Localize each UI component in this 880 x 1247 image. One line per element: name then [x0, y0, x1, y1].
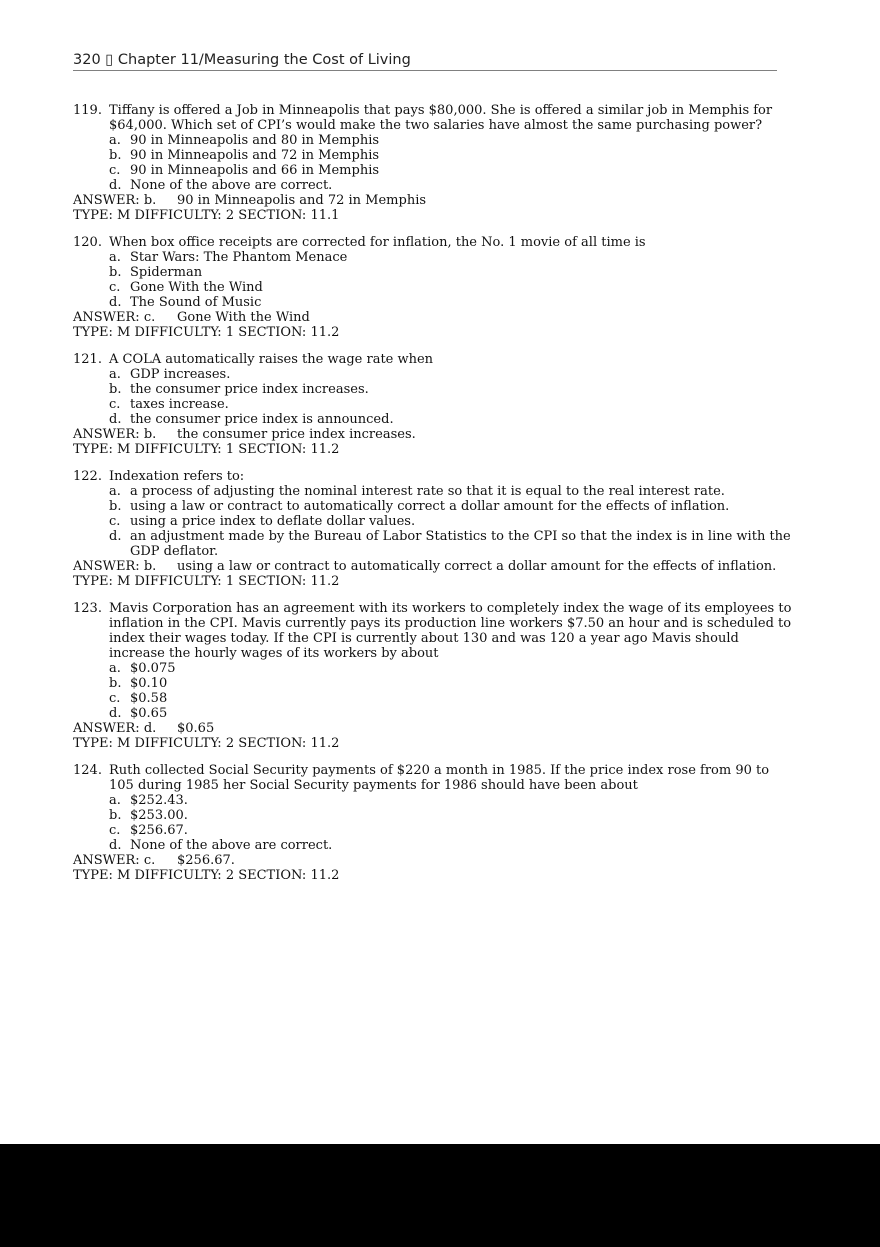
question-stem: A COLA automatically raises the wage rate when [109, 352, 434, 367]
option-letter: d. [109, 706, 122, 721]
question-meta: TYPE: M DIFFICULTY: 2 SECTION: 11.1 [73, 208, 340, 223]
option-b [73, 808, 793, 823]
option-letter: a. [109, 793, 121, 808]
option-a [73, 367, 793, 382]
option-c [73, 823, 793, 838]
question-meta: TYPE: M DIFFICULTY: 1 SECTION: 11.2 [73, 442, 340, 457]
answer-text: using a law or contract to automatically correct a dollar amount for the effects of inflation. [177, 559, 777, 574]
question-list [73, 103, 793, 895]
answer-line [73, 559, 793, 574]
option-text: $252.43. [130, 793, 188, 808]
option-letter: a. [109, 133, 121, 148]
option-d [73, 706, 793, 721]
option-b [73, 499, 793, 514]
option-d [73, 529, 793, 559]
option-text: $0.10 [130, 676, 168, 691]
answer-label: ANSWER: c. [73, 853, 156, 868]
question-number: 124. [73, 763, 102, 778]
answer-text: the consumer price index increases. [177, 427, 416, 442]
page-header [73, 50, 777, 71]
question-stem: Tiffany is offered a Job in Minneapolis that pays $80,000. She is offered a similar job in Memphis for $64,000. Which set of CPI’s would make the two salaries have almost the same purchasing power? [109, 103, 773, 133]
answer-label: ANSWER: c. [73, 310, 156, 325]
option-text: Spiderman [130, 265, 203, 280]
question-stem: Ruth collected Social Security payments of $220 a month in 1985. If the price index rose from 90 to 105 during 1985 her Social Security payments for 1986 should have been about [109, 763, 770, 793]
option-letter: a. [109, 661, 121, 676]
question-stem: Mavis Corporation has an agreement with its workers to completely index the wage of its employees to inflation in the CPI. Mavis currently pays its production line workers $7.50 an hour and is scheduled to index their wages today. If the CPI is currently about 130 and was 120 a year ago Mavis should increase the hourly wages of its workers by about [109, 601, 792, 661]
answer-text: $256.67. [177, 853, 235, 868]
option-letter: c. [109, 280, 121, 295]
option-text: 90 in Minneapolis and 66 in Memphis [130, 163, 380, 178]
option-a [73, 250, 793, 265]
option-text: using a law or contract to automatically correct a dollar amount for the effects of inflation. [130, 499, 730, 514]
option-c [73, 163, 793, 178]
option-text: $0.075 [130, 661, 176, 676]
option-letter: d. [109, 295, 122, 310]
option-text: the consumer price index is announced. [130, 412, 394, 427]
answer-label: ANSWER: b. [73, 427, 157, 442]
answer-label: ANSWER: b. [73, 559, 157, 574]
question-number: 121. [73, 352, 102, 367]
option-a [73, 133, 793, 148]
option-a [73, 484, 793, 499]
option-d [73, 838, 793, 853]
option-text: an adjustment made by the Bureau of Labor Statistics to the CPI so that the index is in line with the GDP deflator. [130, 529, 791, 559]
option-b [73, 265, 793, 280]
question-124 [73, 763, 793, 883]
option-text: the consumer price index increases. [130, 382, 369, 397]
option-text: $256.67. [130, 823, 188, 838]
option-d [73, 295, 793, 310]
question-121 [73, 352, 793, 457]
option-text: Star Wars: The Phantom Menace [130, 250, 348, 265]
option-text: $253.00. [130, 808, 188, 823]
question-number: 122. [73, 469, 102, 484]
question-number: 120. [73, 235, 102, 250]
option-c [73, 514, 793, 529]
separator-icon: ▯ [105, 52, 114, 68]
option-letter: d. [109, 838, 122, 853]
option-text: The Sound of Music [130, 295, 262, 310]
option-d [73, 412, 793, 427]
option-text: using a price index to deflate dollar values. [130, 514, 416, 529]
option-text: 90 in Minneapolis and 80 in Memphis [130, 133, 380, 148]
option-c [73, 280, 793, 295]
answer-label: ANSWER: b. [73, 193, 157, 208]
option-letter: c. [109, 823, 121, 838]
question-meta: TYPE: M DIFFICULTY: 1 SECTION: 11.2 [73, 325, 340, 340]
black-bar [0, 1144, 880, 1247]
answer-label: ANSWER: d. [73, 721, 157, 736]
option-c [73, 691, 793, 706]
option-text: taxes increase. [130, 397, 229, 412]
option-text: $0.58 [130, 691, 168, 706]
option-c [73, 397, 793, 412]
question-meta: TYPE: M DIFFICULTY: 2 SECTION: 11.2 [73, 736, 340, 751]
option-b [73, 382, 793, 397]
question-123 [73, 601, 793, 751]
option-a [73, 793, 793, 808]
option-letter: c. [109, 691, 121, 706]
chapter-title: Chapter 11/Measuring the Cost of Living [117, 52, 411, 68]
option-b [73, 676, 793, 691]
option-letter: b. [109, 676, 122, 691]
option-letter: b. [109, 808, 122, 823]
option-letter: b. [109, 499, 122, 514]
option-letter: a. [109, 367, 121, 382]
answer-line [73, 721, 793, 736]
option-letter: b. [109, 265, 122, 280]
option-d [73, 178, 793, 193]
option-letter: d. [109, 178, 122, 193]
option-letter: d. [109, 529, 122, 544]
answer-text: $0.65 [177, 721, 215, 736]
option-text: $0.65 [130, 706, 168, 721]
option-b [73, 148, 793, 163]
question-119 [73, 103, 793, 223]
option-text: GDP increases. [130, 367, 231, 382]
question-meta: TYPE: M DIFFICULTY: 2 SECTION: 11.2 [73, 868, 340, 883]
option-text: Gone With the Wind [130, 280, 263, 295]
option-letter: d. [109, 412, 122, 427]
answer-line [73, 853, 793, 868]
option-text: None of the above are correct. [130, 838, 333, 853]
option-letter: b. [109, 382, 122, 397]
question-number: 119. [73, 103, 102, 118]
question-120 [73, 235, 793, 340]
option-letter: c. [109, 397, 121, 412]
question-stem: Indexation refers to: [109, 469, 245, 484]
option-text: None of the above are correct. [130, 178, 333, 193]
option-text: a process of adjusting the nominal interest rate so that it is equal to the real interest rate. [130, 484, 725, 499]
option-a [73, 661, 793, 676]
answer-line [73, 427, 793, 442]
page-number: 320 [73, 52, 101, 68]
option-letter: c. [109, 163, 121, 178]
option-letter: c. [109, 514, 121, 529]
answer-text: 90 in Minneapolis and 72 in Memphis [177, 193, 427, 208]
question-122 [73, 469, 793, 589]
answer-line [73, 193, 793, 208]
option-text: 90 in Minneapolis and 72 in Memphis [130, 148, 380, 163]
option-letter: a. [109, 484, 121, 499]
question-number: 123. [73, 601, 102, 616]
option-letter: a. [109, 250, 121, 265]
answer-line [73, 310, 793, 325]
answer-text: Gone With the Wind [177, 310, 310, 325]
question-stem: When box office receipts are corrected for inflation, the No. 1 movie of all time is [109, 235, 646, 250]
option-letter: b. [109, 148, 122, 163]
question-meta: TYPE: M DIFFICULTY: 1 SECTION: 11.2 [73, 574, 340, 589]
